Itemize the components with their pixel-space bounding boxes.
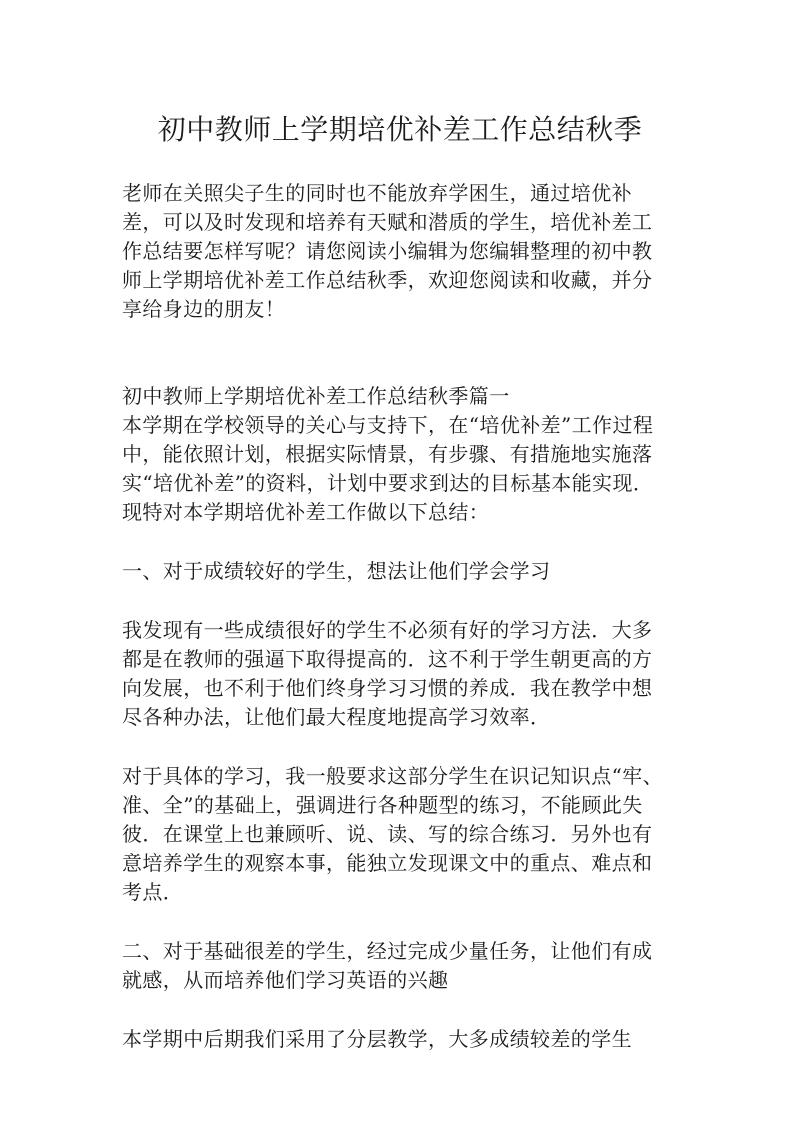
section-heading: 初中教师上学期培优补差工作总结秋季篇一 xyxy=(122,384,510,408)
spacer xyxy=(122,586,668,616)
point1-heading: 一、对于成绩较好的学生，想法让他们学会学习 xyxy=(122,559,551,583)
document-title: 初中教师上学期培优补差工作总结秋季 xyxy=(157,113,643,146)
spacer xyxy=(122,907,668,937)
section-paragraph: 本学期在学校领导的关心与支持下，在“培优补差”工作过程中，能依照计划，根据实际情景，有步骤、有措施地实施落实“培优补差”的资料，计划中要求到达的目标基本能实现．现特对本学期培优补差工作做以下总结： xyxy=(122,413,654,524)
point1-paragraph-1: 我发现有一些成绩很好的学生不必须有好的学习方法．大多都是在教师的强逼下取得提高的．这不利于学生朝更高的方向发展，也不利于他们终身学习习惯的养成．我在教学中想尽各种办法，让他们最大程度地提高学习效率． xyxy=(122,618,653,729)
spacer xyxy=(122,527,668,557)
spacer xyxy=(122,732,668,762)
spacer xyxy=(122,995,668,1025)
document-body xyxy=(122,179,668,1054)
point1-paragraph-2: 对于具体的学习，我一般要求这部分学生在识记知识点“牢、准、全”的基础上，强调进行各种题型的练习，不能顾此失彼．在课堂上也兼顾听、说、读、写的综合练习．另外也有意培养学生的观察本事，能独立发现课文中的重点、难点和考点． xyxy=(122,764,664,904)
point2-heading: 二、对于基础很差的学生，经过完成少量任务，让他们有成就感，从而培养他们学习英语的兴趣 xyxy=(122,939,653,992)
spacer xyxy=(122,324,668,382)
intro-paragraph: 老师在关照尖子生的同时也不能放弃学困生，通过培优补差，可以及时发现和培养有天赋和潜质的学生，培优补差工作总结要怎样写呢？请您阅读小编辑为您编辑整理的初中教师上学期培优补差工作总结秋季，欢迎您阅读和收藏，并分享给身边的朋友！ xyxy=(122,181,653,321)
point2-paragraph-1: 本学期中后期我们采用了分层教学，大多成绩较差的学生 xyxy=(122,1027,632,1051)
